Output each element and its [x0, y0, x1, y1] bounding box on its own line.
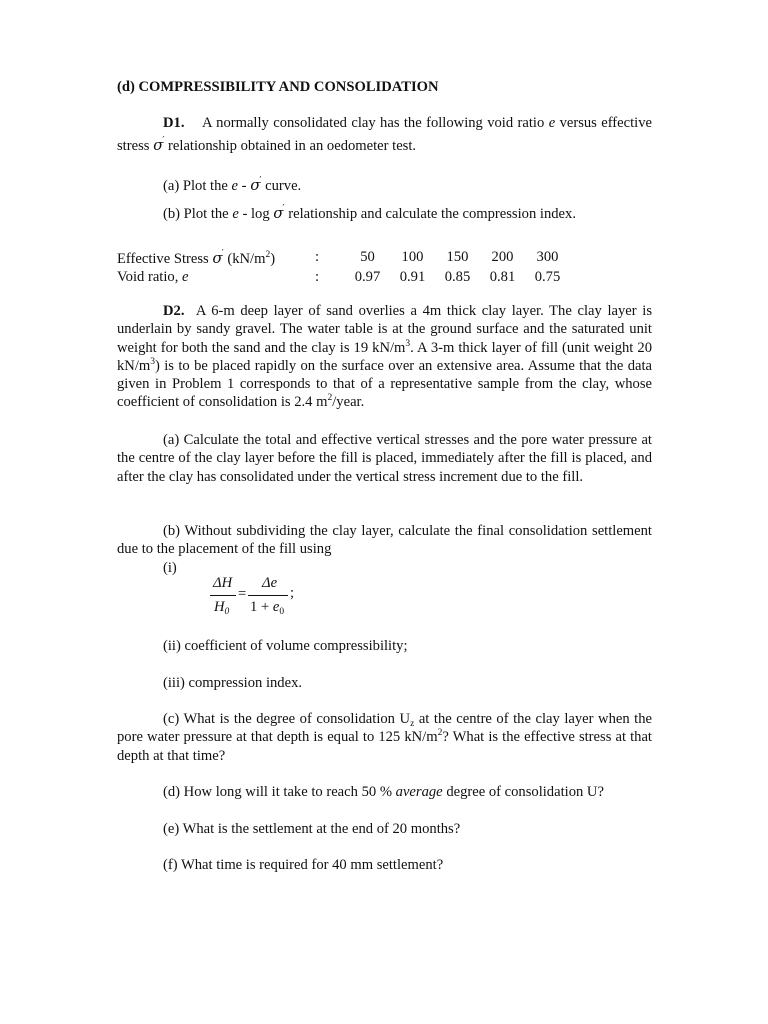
table-row: Void ratio, e : 0.97 0.91 0.85 0.81 0.75: [117, 269, 561, 286]
d2-part-b: (b) Without subdividing the clay layer, calculate the final consolidation settlement due to the placement of the fill using: [117, 523, 652, 558]
d2-intro: D2. A 6-m deep layer of sand overlies a 4m thick clay layer. The clay layer is underlain by sandy gravel. The water table is at the ground surface and the saturated unit weight for both the sand and the clay is 19 $kN/m^3$. A 3-m thick layer of fill (unit weight 20 $kN/m^3$) is to be placed rapidly on the surface over an extensive area. Assume that the data given in Problem 1 corresponds to that of a representative sample from the clay, whose coefficient of consolidation is 2.4 $m^2$/year.: [117, 303, 653, 411]
settlement-formula: ΔH $H_0$ = Δe $1 + e_0$ ;: [210, 574, 320, 620]
d2-part-b-ii: (ii) coefficient of volume compressibility;: [163, 638, 408, 654]
d2-part-b-i: (i): [163, 560, 177, 576]
table-row: Effective Stress σ ′ $(kN/m^2)$ : 50 100 150 200 300: [117, 245, 570, 268]
d2-part-b-iii: (iii) compression index.: [163, 675, 303, 691]
data-table-wrap: [117, 245, 652, 287]
d2-part-c: (c) What is the degree of consolidation $U_z$ at the centre of the clay layer when the pore water pressure at that depth is equal to 125 $kN/m^2$? What is the effective stress at that depth at that time?: [117, 711, 653, 764]
d2-part-a: (a) Calculate the total and effective vertical stresses and the pore water pressure at the centre of the clay layer before the fill is placed, immediately after the fill is placed, and after the clay has consolidated under the vertical stress increment due to the fill.: [117, 432, 652, 485]
section-heading: (d) COMPRESSIBILITY AND CONSOLIDATION: [117, 79, 439, 95]
d2-part-f: (f) What time is required for 40 mm settlement?: [163, 857, 444, 873]
d1-part-b: (b) Plot the e - log σ ′ relationship and calculate the compression index.: [117, 200, 698, 223]
d2-part-d: (d) How long will it take to reach 50 % average degree of consolidation U?: [163, 784, 604, 800]
d2-part-e: (e) What is the settlement at the end of 20 months?: [163, 821, 461, 837]
d1-part-a: (a) Plot the e - σ ′ curve.: [117, 172, 698, 195]
d1-intro: D1. A normally consolidated clay has the following void ratio e versus effective stress σ ′ relationship obtained in an oedometer test.: [117, 114, 652, 156]
stress-void-table: [117, 245, 570, 287]
